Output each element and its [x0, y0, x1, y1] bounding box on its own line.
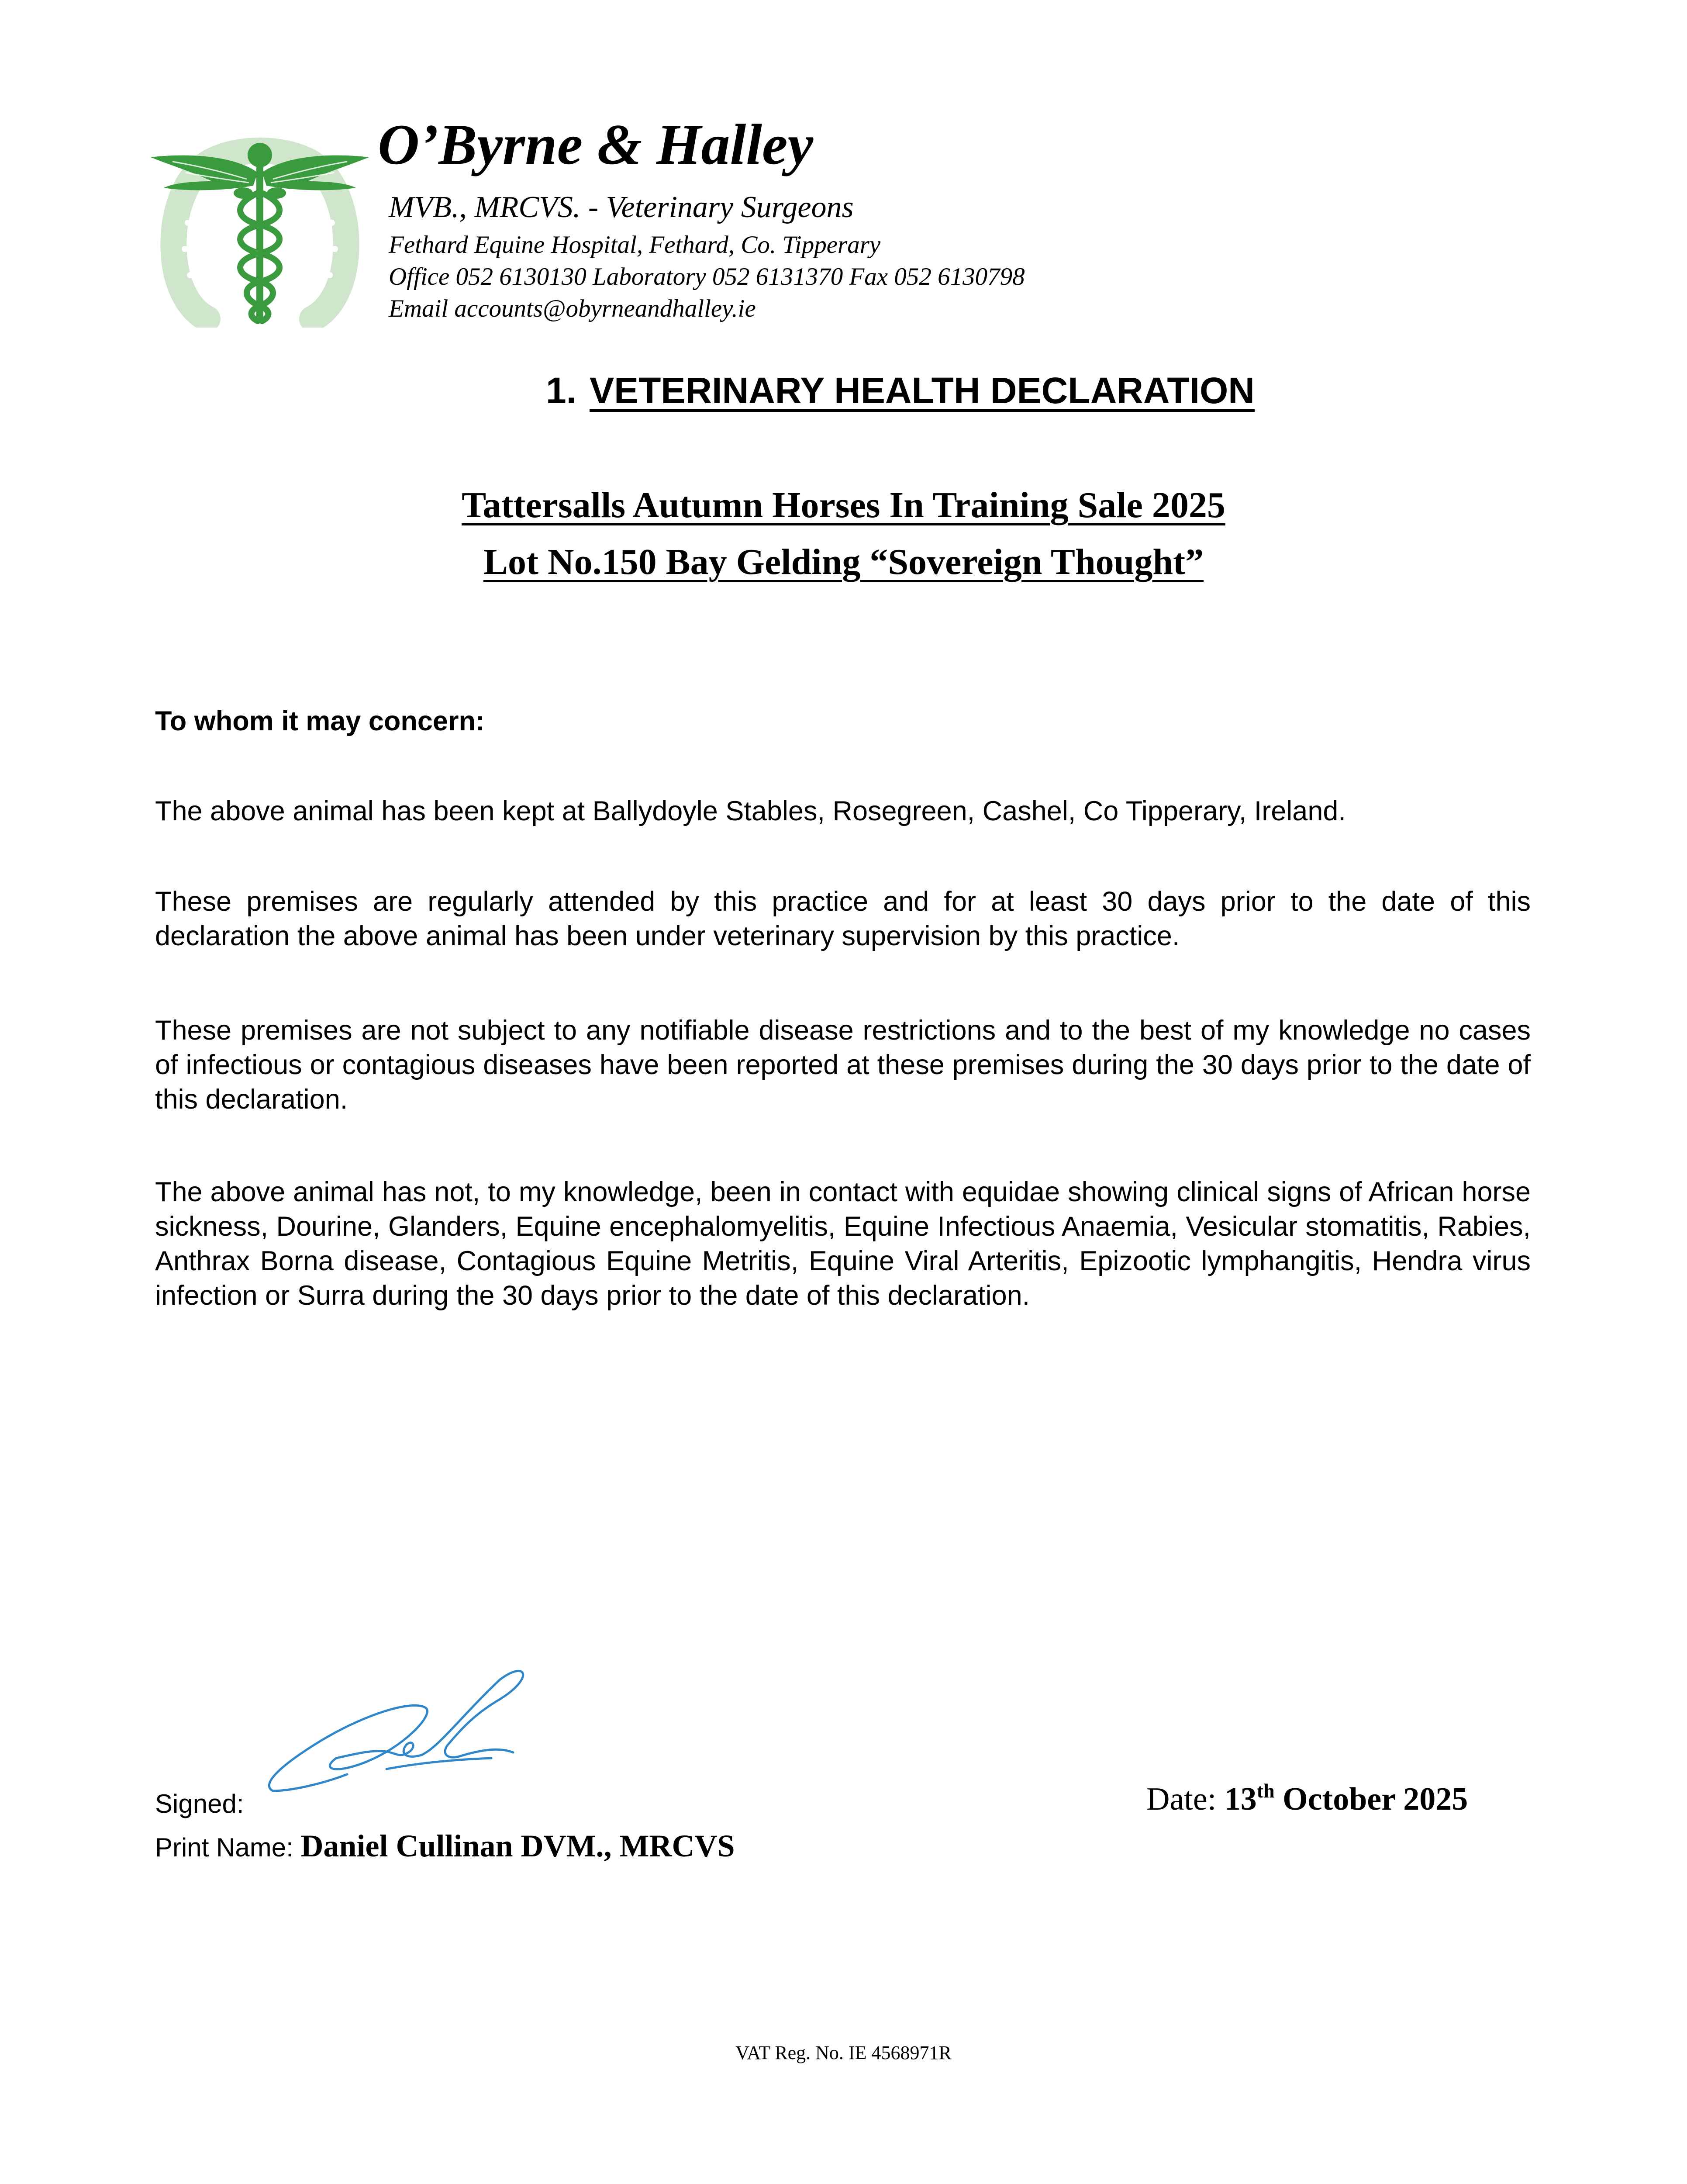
firm-address: Fethard Equine Hospital, Fethard, Co. Tipperary [389, 231, 881, 259]
firm-email: Email accounts@obyrneandhalley.ie [389, 295, 756, 322]
paragraph-supervision: These premises are regularly attended by this practice and for at least 30 days prior to the date of this declaration the above animal has been under veterinary supervision by this practice. [155, 886, 1531, 951]
firm-phones: Office 052 6130130 Laboratory 052 6131370 Fax 052 6130798 [389, 263, 1025, 290]
sale-title: Tattersalls Autumn Horses In Training Sale 2025 [462, 485, 1225, 525]
lot-title: Lot No.150 Bay Gelding “Sovereign Thought” [483, 542, 1204, 582]
date-suffix: th [1256, 1780, 1275, 1802]
heading-number: 1. [546, 370, 577, 411]
document-heading [0, 372, 1687, 409]
print-name-line [155, 1830, 735, 1862]
firm-name: O’Byrne & Halley [378, 112, 814, 176]
firm-subtitle: MVB., MRCVS. - Veterinary Surgeons [389, 190, 854, 224]
paragraph-restrictions: These premises are not subject to any notifiable disease restrictions and to the best of my knowledge no cases of infectious or contagious diseases have been reported at these premises during the 30 days prior to the date of this declaration. [155, 1015, 1531, 1115]
signed-label: Signed: [155, 1789, 244, 1818]
paragraph-contact: The above animal has not, to my knowledge, been in contact with equidae showing clinical signs of African horse sickness, Dourine, Glanders, Equine encephalomyelitis, Equine Infectious Anaemia, Vesicular stomatitis, Rabies, Anthrax Borna disease, Contagious Equine Metritis, Equine Viral Arteritis, Epizootic lymphangitis, Hendra virus infection or Surra during the 30 days prior to the date of this declaration. [155, 1177, 1531, 1311]
print-name-label: Print Name: [155, 1833, 301, 1862]
date-block [1146, 1780, 1468, 1817]
heading-title: VETERINARY HEALTH DECLARATION [590, 370, 1255, 411]
vat-footer: VAT Reg. No. IE 4568971R [735, 2042, 952, 2063]
paragraph-premises: The above animal has been kept at Ballydoyle Stables, Rosegreen, Cashel, Co Tipperary, Ireland. [155, 796, 1346, 826]
date-label: Date: [1146, 1781, 1225, 1817]
date-day: 13 [1224, 1781, 1257, 1817]
caduceus-horseshoe-logo [146, 131, 373, 328]
date-month-year: October 2025 [1274, 1781, 1468, 1817]
signature-image [255, 1660, 552, 1804]
print-name-value: Daniel Cullinan DVM., MRCVS [300, 1828, 735, 1863]
salutation: To whom it may concern: [155, 706, 485, 736]
